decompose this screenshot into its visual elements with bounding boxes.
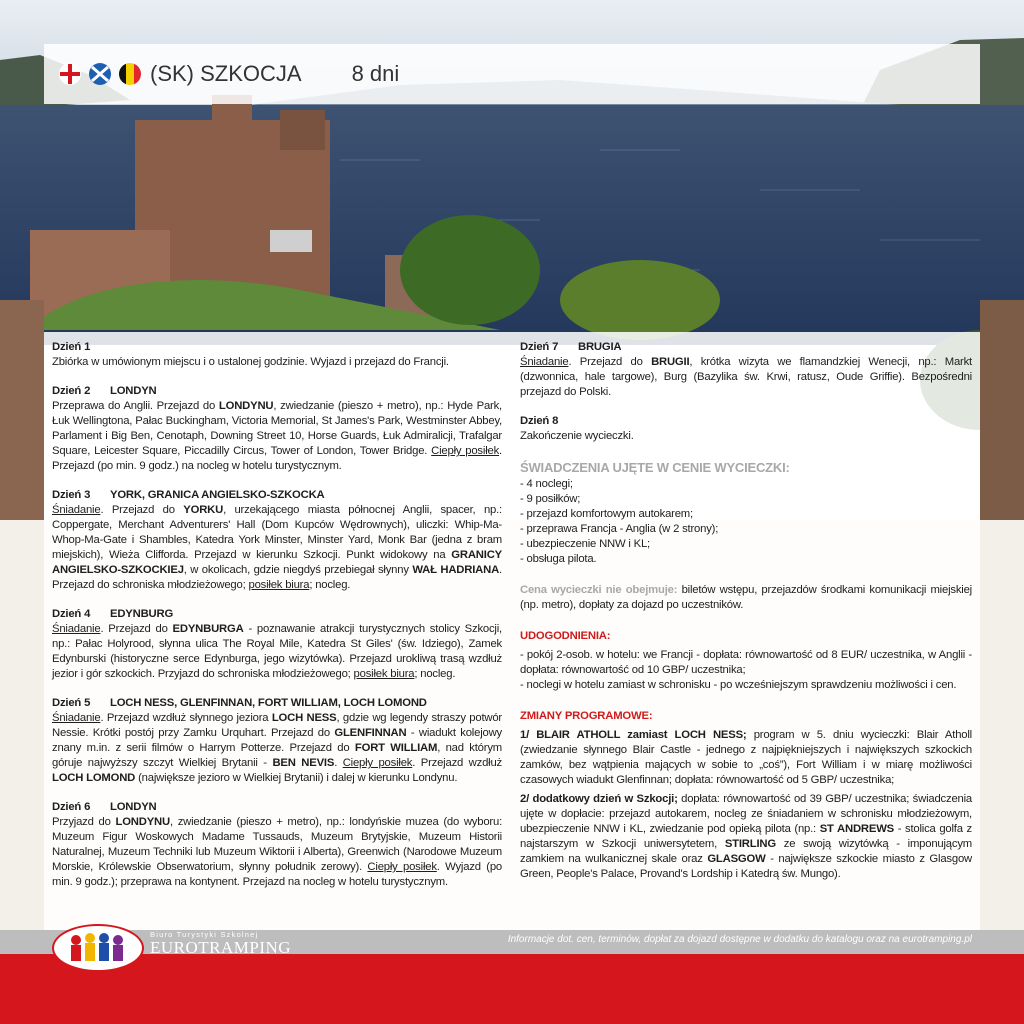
list-item: - ubezpieczenie NNW i KL;	[520, 538, 650, 550]
day-label: Dzień 6	[52, 801, 91, 813]
amenities-title: UDOGODNIENIA:	[520, 630, 611, 642]
day-text: Śniadanie. Przejazd do YORKU, urzekającego miasta północnej Anglii, spacer, np.: Coppergate, Merchant Adventurers' Hall (Dom Kupców Wędrownych), uliczki: Whip-Ma-Whop-Ma-Gate i Shambles, Katedra York Minster, Minster Yard, Monk Bar (jedna z bram miejskich), Wieża Clifforda. Przejazd w kierunku Szkocji. Punkt widokowy na GRANICY ANGIELSKO-SZKOCKIEJ, w okolicach, gdzie niegdyś przebiegał słynny WAŁ HADRIANA. Przejazd do schroniska młodzieżowego; posiłek biura; nocleg.	[52, 504, 502, 591]
list-item: - 9 posiłków;	[520, 493, 581, 505]
day-8	[520, 414, 972, 444]
program-changes-title: ZMIANY PROGRAMOWE:	[520, 710, 653, 722]
day-4	[52, 607, 502, 682]
day-3	[52, 488, 502, 593]
itinerary-right-column	[520, 340, 972, 882]
included-list	[520, 477, 972, 567]
day-label: Dzień 5	[52, 697, 91, 709]
day-text: Zakończenie wycieczki.	[520, 430, 634, 442]
day-1	[52, 340, 502, 370]
day-label: Dzień 2	[52, 385, 91, 397]
day-place: BRUGIA	[578, 341, 622, 353]
content-panel	[44, 332, 980, 930]
day-place: EDYNBURG	[110, 608, 174, 620]
day-text: Śniadanie. Przejazd wzdłuż słynnego jeziora LOCH NESS, gdzie wg legendy straszy potwór Nessie. Krótki postój przy Zamku Urquhart. Przejazd do GLENFINNAN - wiadukt kolejowy znany m.in. z serii filmów o Harrym Potterze. Przejazd do FORT WILLIAM, nad którym góruje najwyższy szczyt Wielkiej Brytanii - BEN NEVIS. Ciepły posiłek. Przejazd wzdłuż LOCH LOMOND (największe jezioro w Wielkiej Brytanii) i dalej w kierunku Londynu.	[52, 712, 502, 784]
belgium-flag-icon	[118, 62, 142, 86]
day-label: Dzień 8	[520, 415, 559, 427]
scotland-flag-icon	[88, 62, 112, 86]
day-5	[52, 696, 502, 786]
title-bar	[44, 44, 980, 104]
day-text: Przeprawa do Anglii. Przejazd do LONDYNU, zwiedzanie (pieszo + metro), np.: Hyde Park, Łuk Wellingtona, Pałac Buckingham, Victoria Memorial, St James's Park, Westminster Abbey, Parlament i Big Ben, Cenotaph, Downing Street 10, Horse Guards, Łuk Admiralicji, Trafalgar Square, Leicester Square, Piccadilly Circus, Tower of London, Tower Bridge. Ciepły posiłek. Przejazd (po min. 9 godz.) na nocleg w hotelu turystycznym.	[52, 400, 502, 472]
brand-name: EUROTRAMPING	[150, 938, 292, 957]
day-place: YORK, GRANICA ANGIELSKO-SZKOCKA	[110, 489, 325, 501]
trip-duration: 8 dni	[351, 61, 400, 86]
england-flag-icon	[58, 62, 82, 86]
program-change-2: 2/ dodatkowy dzień w Szkocji; dopłata: równowartość od 39 GBP/ uczestnika; świadczenia ujęte w dopłacie: przejazd autokarem, nocleg ze śniadaniem w schronisku młodzieżowym, ubezpieczenie NNW i KL, zwiedzanie pod opieką pilota (np.: ST ANDREWS - stolica golfa z najstarszym w Szkocji uniwersytetem, STIRLING ze swoją wizytówką - imponującym zamkiem na wulkanicznej skale oraz GLASGOW - największe szkockie miasto z Glasgow Green, People's Palace, Provand's Lordship i Katedrą św. Mungo).	[520, 793, 973, 880]
list-item: - pokój 2-osob. w hotelu: we Francji - dopłata: równowartość od 8 EUR/ uczestnika, w Anglii - dopłata: równowartość od 10 GBP/ uczestnika;	[520, 649, 972, 676]
day-place: LONDYN	[110, 801, 157, 813]
list-item: - przeprawa Francja - Anglia (w 2 strony);	[520, 523, 719, 535]
list-item: - przejazd komfortowym autokarem;	[520, 508, 693, 520]
day-2	[52, 384, 502, 474]
page-title: (SK) SZKOCJA	[150, 61, 302, 86]
day-6	[52, 800, 502, 890]
list-item: - 4 noclegi;	[520, 478, 573, 490]
day-label: Dzień 1	[52, 341, 91, 353]
list-item: - obsługa pilota.	[520, 553, 597, 565]
day-text: Śniadanie. Przejazd do BRUGII, krótka wizyta we flamandzkiej Wenecji, np.: Markt (dzwonnica, hale targowe), Burg (Bazylika św. Krwi, ratusz, Oude Griffie). Bezpośredni przejazd do Polski.	[520, 356, 972, 398]
list-item: - noclegi w hotelu zamiast w schronisku - po wcześniejszym sprawdzeniu możliwości i cen.	[520, 679, 957, 691]
day-label: Dzień 3	[52, 489, 91, 501]
not-included: Cena wycieczki nie obejmuje: biletów wstępu, przejazdów środkami komunikacji miejskiej (np. metro), dopłaty za dojazd po uczestników.	[520, 584, 972, 611]
day-place: LONDYN	[110, 385, 157, 397]
day-text: Zbiórka w umówionym miejscu i o ustalonej godzinie. Wyjazd i przejazd do Francji.	[52, 356, 449, 368]
day-label: Dzień 4	[52, 608, 91, 620]
itinerary-left-column	[52, 340, 502, 904]
program-change-1: 1/ BLAIR ATHOLL zamiast LOCH NESS; program w 5. dniu wycieczki: Blair Atholl (zwiedzanie słynnego Blair Castle - jednego z najpiękniejszych i największych szkockich zamków, bez wątpienia mających w sobie to „coś”), Fort William i w miarę możliwości czasowych wiadukt Glenfinnan; dopłata: równowartość od 5 GBP/ uczestnika;	[520, 729, 972, 786]
eurotramping-logo	[52, 924, 144, 972]
day-label: Dzień 7	[520, 341, 559, 353]
day-place: LOCH NESS, GLENFINNAN, FORT WILLIAM, LOCH LOMOND	[110, 697, 427, 709]
footer-note: Informacje dot. cen, terminów, dopłat za dojazd dostępne w dodatku do katalogu oraz na eurotramping.pl	[507, 934, 972, 945]
day-7	[520, 340, 972, 400]
day-text: Przyjazd do LONDYNU, zwiedzanie (pieszo + metro), np.: londyńskie muzea (do wyboru: Muzeum Figur Woskowych Madame Tussauds, Muzeum Brytyjskie, Muzeum Historii Naturalnej, Muzeum Techniki lub Muzeum Wiktorii i Alberta), Greenwich (Narodowe Muzeum Morskie, Królewskie Obserwatorium, słynny południk zerowy). Ciepły posiłek. Wyjazd (po min. 9 godz.); przeprawa na kontynent. Przejazd na nocleg w hotelu turystycznym.	[52, 816, 503, 888]
included-title: ŚWIADCZENIA UJĘTE W CENIE WYCIECZKI:	[520, 460, 790, 475]
day-text: Śniadanie. Przejazd do EDYNBURGA - poznawanie atrakcji turystycznych stolicy Szkocji, np.: Pałac Holyrood, słynna ulica The Royal Mile, Katedra St Giles' (św. Idziego), Zamek Edynburski (historyczne serce Edynburga, jego wizytówka). Przejazd urokliwą trasą wzdłuż jezior i gór szkockich. Przyjazd do schroniska młodzieżowego; posiłek biura; nocleg.	[52, 623, 502, 680]
brand-subtitle: Biuro Turystyki Szkolnej	[150, 930, 259, 939]
